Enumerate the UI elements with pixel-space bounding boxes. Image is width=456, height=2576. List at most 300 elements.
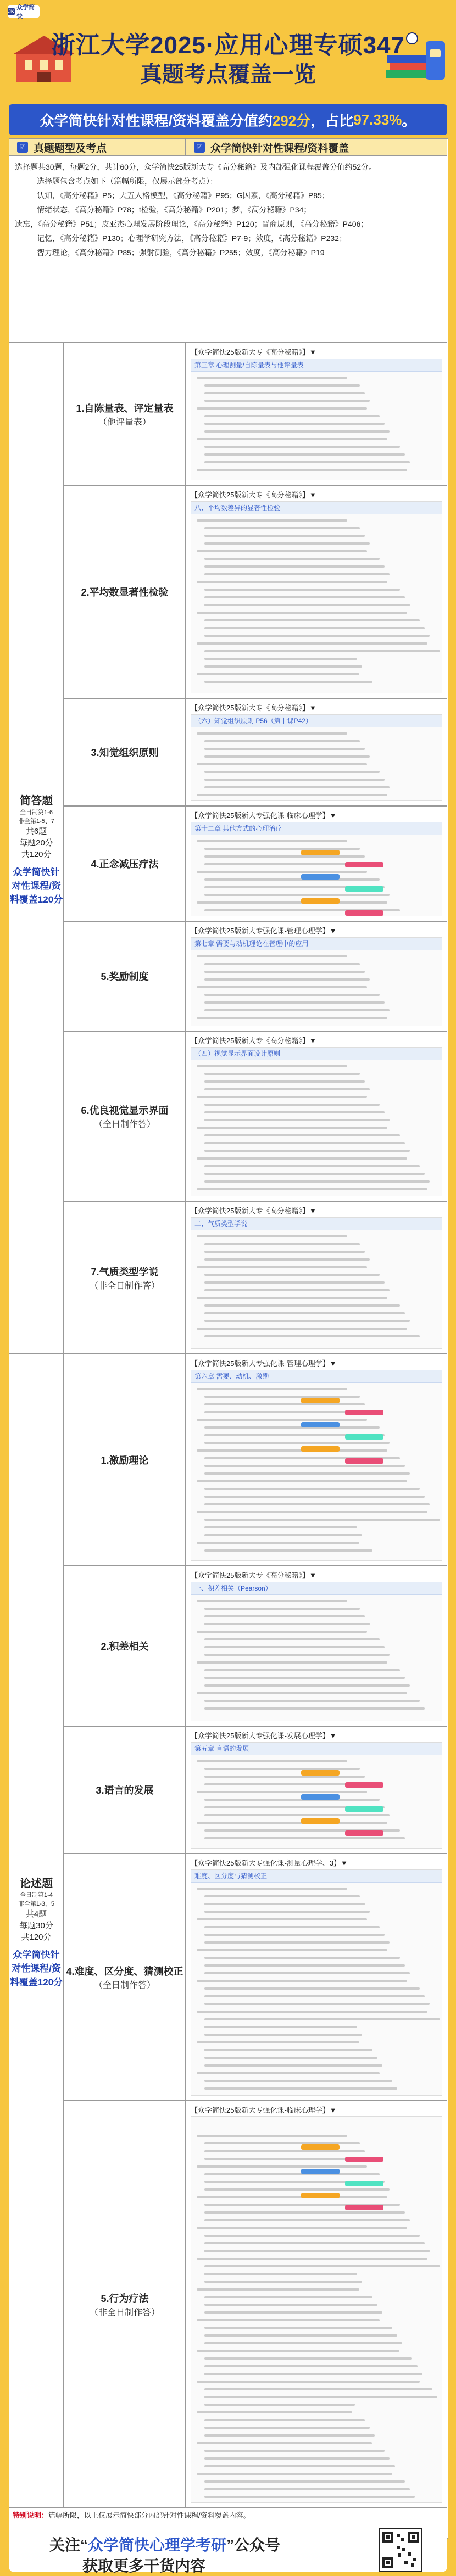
material-screenshot bbox=[191, 1047, 442, 1196]
category-note: 非全第1-3、5 bbox=[18, 1900, 55, 1907]
coverage-cell bbox=[186, 1726, 447, 1853]
text-line-placeholder bbox=[204, 978, 370, 981]
text-line-placeholder bbox=[204, 1274, 380, 1276]
text-line-placeholder bbox=[204, 1623, 370, 1625]
text-line-placeholder bbox=[197, 732, 347, 735]
coverage-source: 【众学简快25版新大专《高分秘籍》】▼ bbox=[191, 348, 316, 356]
text-line-placeholder bbox=[204, 779, 385, 781]
banner-suffix: 。 bbox=[402, 112, 416, 129]
coverage-source: 【众学简快25版新大专《高分秘籍》】▼ bbox=[191, 1207, 316, 1215]
text-line-placeholder bbox=[197, 763, 367, 765]
text-line-placeholder bbox=[204, 2404, 355, 2406]
text-line-placeholder bbox=[204, 1403, 365, 1405]
topic-name: 1.自陈量表、评定量表 bbox=[76, 402, 174, 414]
intro-line: 智力理论，《高分秘籍》P85；强射测验，《高分秘籍》P255；效度，《高分秘籍》P19 bbox=[37, 248, 325, 257]
text-line-placeholder bbox=[197, 1096, 367, 1098]
text-line-placeholder bbox=[204, 2388, 432, 2390]
text-line-placeholder bbox=[204, 1134, 400, 1136]
text-line-placeholder bbox=[204, 1496, 425, 1498]
material-heading: 第三章 心理测量/自陈量表与他评量表 bbox=[191, 359, 442, 372]
text-line-placeholder bbox=[204, 430, 390, 433]
text-line-placeholder bbox=[204, 2334, 397, 2337]
text-line-placeholder bbox=[204, 1995, 425, 1997]
text-line-placeholder bbox=[204, 1987, 420, 1990]
text-line-placeholder bbox=[197, 1661, 387, 1664]
text-line-placeholder bbox=[204, 771, 380, 773]
material-heading: 第七章 需要与动机理论在管理中的应用 bbox=[191, 938, 442, 950]
text-line-placeholder bbox=[197, 1157, 407, 1160]
text-line-placeholder bbox=[204, 1519, 440, 1521]
topic-name: 7.气质类型学说 bbox=[91, 1266, 159, 1278]
text-line-placeholder bbox=[197, 1480, 407, 1482]
text-line-placeholder bbox=[204, 1799, 380, 1801]
text-line-placeholder bbox=[204, 1926, 380, 1928]
coverage-cell bbox=[186, 806, 447, 921]
text-line-placeholder bbox=[204, 1001, 385, 1004]
text-line-placeholder bbox=[204, 1503, 430, 1505]
topic-title bbox=[64, 1726, 186, 1853]
text-line-placeholder bbox=[197, 519, 347, 522]
text-line-placeholder bbox=[204, 2457, 390, 2460]
material-heading: 第六章 需要、动机、激励 bbox=[191, 1370, 442, 1383]
text-line-placeholder bbox=[204, 1934, 385, 1936]
text-line-placeholder bbox=[197, 2258, 427, 2260]
text-line-placeholder bbox=[204, 1646, 385, 1648]
special-note bbox=[9, 2508, 447, 2522]
category-coverage: 众学简快针对性课程/资料覆盖120分 bbox=[9, 866, 63, 905]
text-line-placeholder bbox=[204, 2273, 357, 2275]
text-line-placeholder bbox=[197, 642, 427, 645]
text-line-placeholder bbox=[204, 1304, 400, 1307]
text-line-placeholder bbox=[197, 794, 387, 796]
text-line-placeholder bbox=[204, 1684, 410, 1687]
text-line-placeholder bbox=[197, 1631, 367, 1633]
topic-name: 2.积差相关 bbox=[101, 1641, 149, 1652]
table-header-col2 bbox=[186, 138, 447, 156]
text-line-placeholder bbox=[204, 2150, 365, 2152]
text-line-placeholder bbox=[197, 2411, 352, 2413]
mindmap-node bbox=[301, 898, 340, 904]
text-line-placeholder bbox=[204, 681, 372, 683]
text-line-placeholder bbox=[204, 2450, 385, 2452]
text-line-placeholder bbox=[204, 453, 405, 456]
text-line-placeholder bbox=[197, 1542, 359, 1544]
mindmap-node bbox=[301, 2144, 340, 2150]
text-line-placeholder bbox=[197, 2350, 399, 2352]
logo-icon: JK bbox=[8, 9, 15, 14]
text-line-placeholder bbox=[204, 1669, 400, 1671]
text-line-placeholder bbox=[204, 1911, 370, 1913]
coverage-cell bbox=[186, 1354, 447, 1566]
page-subtitle: 真题考点覆盖一览 bbox=[140, 63, 316, 87]
text-line-placeholder bbox=[204, 963, 360, 965]
text-line-placeholder bbox=[204, 619, 420, 621]
follow-suffix: ”公众号 bbox=[226, 2536, 281, 2553]
text-line-placeholder bbox=[204, 1549, 372, 1552]
material-screenshot bbox=[191, 359, 442, 480]
material-heading: （六）知觉组织原则 P56（第十课P42） bbox=[191, 715, 442, 727]
coverage-source: 【众学简快25版新大专《高分秘籍》】▼ bbox=[191, 1037, 316, 1045]
banner-mid: ，占比 bbox=[310, 112, 354, 129]
coverage-cell bbox=[186, 1566, 447, 1726]
material-heading: 第五章 言语的发展 bbox=[191, 1743, 442, 1755]
text-line-placeholder bbox=[197, 1822, 387, 1824]
text-line-placeholder bbox=[204, 1442, 390, 1444]
text-line-placeholder bbox=[204, 2281, 362, 2283]
table-header-col1 bbox=[9, 138, 186, 156]
text-line-placeholder bbox=[204, 2235, 420, 2237]
text-line-placeholder bbox=[197, 955, 347, 957]
text-line-placeholder bbox=[204, 755, 370, 758]
brand-logo bbox=[8, 5, 40, 18]
mindmap-node bbox=[345, 886, 383, 892]
col2-label: 众学简快针对性课程/资料覆盖 bbox=[210, 142, 349, 154]
topic-note: （全日制作答） bbox=[93, 1980, 155, 1990]
text-line-placeholder bbox=[204, 535, 365, 537]
text-line-placeholder bbox=[204, 1526, 357, 1528]
text-line-placeholder bbox=[204, 1009, 390, 1011]
text-line-placeholder bbox=[204, 2327, 392, 2329]
coverage-source: 【众学简快25版新大专强化课-管理心理学】▼ bbox=[191, 927, 337, 935]
text-line-placeholder bbox=[204, 2427, 370, 2429]
note-label: 特别说明： bbox=[13, 2511, 49, 2519]
coverage-cell bbox=[186, 485, 447, 698]
mindmap-node bbox=[301, 1770, 340, 1776]
category-short-answer bbox=[9, 343, 64, 1354]
material-screenshot bbox=[191, 1370, 442, 1561]
coverage-source: 【众学简快25版新大专强化课-管理心理学】▼ bbox=[191, 1359, 337, 1368]
text-line-placeholder bbox=[204, 1638, 380, 1640]
text-line-placeholder bbox=[204, 665, 362, 668]
topic-name: 5.奖励制度 bbox=[101, 971, 149, 982]
text-line-placeholder bbox=[197, 1918, 367, 1920]
text-line-placeholder bbox=[204, 1111, 385, 1113]
coverage-source: 【众学简快25版新大专强化课-临床心理学】▼ bbox=[191, 2106, 337, 2114]
mindmap-node bbox=[345, 2205, 383, 2210]
text-line-placeholder bbox=[197, 871, 367, 873]
topic-name: 4.正念减压疗法 bbox=[91, 859, 159, 870]
text-line-placeholder bbox=[204, 650, 440, 652]
text-line-placeholder bbox=[204, 971, 365, 973]
mindmap-node bbox=[345, 1410, 383, 1415]
topic-title bbox=[64, 921, 186, 1031]
note-text: 篇幅所限，以上仅展示简快部分内部针对性课程/资料覆盖内容。 bbox=[48, 2511, 251, 2519]
category-score: 每题20分 bbox=[19, 838, 53, 848]
text-line-placeholder bbox=[204, 2311, 382, 2314]
text-line-placeholder bbox=[204, 1142, 405, 1144]
text-line-placeholder bbox=[204, 1814, 390, 1816]
coverage-source: 【众学简快25版新大专《高分秘籍》】▼ bbox=[191, 491, 316, 499]
text-line-placeholder bbox=[204, 2034, 362, 2036]
intro-list-title: 选择题包含考点如下（篇幅所限，仅展示部分考点）： bbox=[37, 177, 218, 186]
checklist-icon: ☑ bbox=[17, 142, 28, 153]
material-screenshot bbox=[191, 937, 442, 1026]
topic-title bbox=[64, 1354, 186, 1566]
text-line-placeholder bbox=[204, 1104, 380, 1106]
text-line-placeholder bbox=[204, 994, 380, 996]
mindmap-node bbox=[301, 850, 340, 855]
text-line-placeholder bbox=[204, 2296, 372, 2298]
text-line-placeholder bbox=[197, 673, 359, 675]
mindmap-node bbox=[345, 1830, 383, 1836]
intro-line: 记忆，《高分秘籍》P130；心理学研究方法，《高分秘籍》P7-9；效度，《高分秘籍》P232； bbox=[37, 234, 347, 243]
mindmap-node bbox=[345, 2181, 383, 2186]
text-line-placeholder bbox=[204, 1289, 390, 1291]
text-line-placeholder bbox=[197, 550, 367, 552]
topic-name: 4.难度、区分度、猜测校正 bbox=[66, 1965, 183, 1977]
coverage-cell bbox=[186, 2101, 447, 2508]
text-line-placeholder bbox=[204, 748, 365, 750]
text-line-placeholder bbox=[204, 1608, 360, 1610]
text-line-placeholder bbox=[204, 1941, 390, 1944]
text-line-placeholder bbox=[197, 1888, 347, 1890]
text-line-placeholder bbox=[204, 2018, 440, 2020]
text-line-placeholder bbox=[197, 1235, 347, 1237]
text-line-placeholder bbox=[197, 1328, 407, 1330]
coverage-cell bbox=[186, 1201, 447, 1354]
text-line-placeholder bbox=[197, 612, 407, 614]
text-line-placeholder bbox=[197, 2319, 380, 2321]
mindmap-node bbox=[301, 1818, 340, 1824]
text-line-placeholder bbox=[204, 2026, 357, 2028]
text-line-placeholder bbox=[197, 1127, 387, 1129]
text-line-placeholder bbox=[197, 1188, 427, 1190]
mindmap-node bbox=[301, 1422, 340, 1427]
category-count: 共6题 bbox=[25, 826, 47, 836]
material-heading: 二、气质类型学说 bbox=[191, 1218, 442, 1230]
text-line-placeholder bbox=[197, 986, 367, 988]
text-line-placeholder bbox=[204, 2357, 412, 2360]
text-line-placeholder bbox=[204, 1488, 420, 1490]
text-line-placeholder bbox=[204, 878, 380, 881]
text-line-placeholder bbox=[204, 1180, 430, 1183]
text-line-placeholder bbox=[204, 2211, 405, 2214]
text-line-placeholder bbox=[204, 604, 410, 606]
material-screenshot bbox=[191, 501, 442, 693]
text-line-placeholder bbox=[204, 2064, 382, 2067]
text-line-placeholder bbox=[204, 1251, 365, 1253]
text-line-placeholder bbox=[204, 627, 425, 629]
topic-title bbox=[64, 2101, 186, 2508]
text-line-placeholder bbox=[204, 2396, 437, 2398]
text-line-placeholder bbox=[197, 1949, 387, 1951]
mindmap-node bbox=[345, 1782, 383, 1788]
text-line-placeholder bbox=[204, 1654, 390, 1656]
text-line-placeholder bbox=[204, 392, 365, 394]
topic-name: 3.知觉组织原则 bbox=[91, 747, 159, 758]
topic-name: 2.平均数显著性检验 bbox=[81, 587, 169, 598]
text-line-placeholder bbox=[204, 2365, 418, 2367]
topic-note: （非全日制作答） bbox=[89, 1281, 160, 1291]
coverage-cell bbox=[186, 1853, 447, 2101]
text-line-placeholder bbox=[204, 558, 380, 560]
coverage-cell bbox=[186, 921, 447, 1031]
text-line-placeholder bbox=[204, 542, 370, 545]
material-screenshot bbox=[191, 714, 442, 801]
topic-name: 6.优良视觉显示界面 bbox=[81, 1105, 169, 1116]
mindmap-node bbox=[345, 1806, 383, 1812]
text-line-placeholder bbox=[204, 894, 390, 896]
text-line-placeholder bbox=[197, 1692, 407, 1694]
text-line-placeholder bbox=[204, 1312, 405, 1314]
intro-summary: 选择题共30题，每题2分，共计60分，众学简快25版新大专《高分秘籍》及内部强化课程覆盖分值约52分。 bbox=[15, 163, 377, 171]
follow-prefix: 关注“ bbox=[49, 2536, 88, 2553]
topic-title bbox=[64, 1031, 186, 1201]
text-line-placeholder bbox=[197, 2011, 427, 2013]
topic-note: （他评量表） bbox=[98, 417, 151, 427]
text-line-placeholder bbox=[197, 1511, 427, 1513]
text-line-placeholder bbox=[204, 2265, 440, 2267]
topic-title bbox=[64, 698, 186, 806]
coverage-source: 【众学简快25版新大专强化课-临床心理学】▼ bbox=[191, 811, 337, 820]
category-total: 共120分 bbox=[21, 849, 52, 859]
text-line-placeholder bbox=[197, 2196, 387, 2198]
coverage-cell bbox=[186, 698, 447, 806]
text-line-placeholder bbox=[204, 573, 390, 575]
text-line-placeholder bbox=[204, 740, 360, 742]
text-line-placeholder bbox=[204, 1472, 410, 1475]
mindmap-node bbox=[301, 2169, 340, 2174]
text-line-placeholder bbox=[204, 2496, 415, 2498]
text-line-placeholder bbox=[197, 1980, 407, 1982]
category-note: 全日制第1-4 bbox=[20, 1891, 53, 1899]
mindmap-node bbox=[301, 874, 340, 880]
text-line-placeholder bbox=[204, 1837, 405, 1839]
text-line-placeholder bbox=[204, 786, 390, 788]
text-line-placeholder bbox=[197, 438, 387, 440]
text-line-placeholder bbox=[204, 1972, 410, 1974]
coverage-source: 【众学简快25版新大专强化课-发展心理学】▼ bbox=[191, 1732, 337, 1740]
text-line-placeholder bbox=[204, 1615, 365, 1617]
text-line-placeholder bbox=[204, 1088, 370, 1090]
text-line-placeholder bbox=[204, 2342, 402, 2344]
material-screenshot bbox=[191, 1742, 442, 1849]
text-line-placeholder bbox=[204, 2480, 405, 2483]
topic-name: 3.语言的发展 bbox=[96, 1785, 154, 1796]
text-line-placeholder bbox=[204, 2488, 410, 2490]
text-line-placeholder bbox=[204, 2219, 410, 2221]
text-line-placeholder bbox=[197, 407, 367, 410]
mindmap-node bbox=[345, 1434, 383, 1440]
text-line-placeholder bbox=[204, 1426, 380, 1429]
text-line-placeholder bbox=[197, 2165, 367, 2168]
category-score: 每题30分 bbox=[19, 1920, 53, 1930]
category-title: 论述题 bbox=[20, 1877, 53, 1890]
text-line-placeholder bbox=[204, 1320, 410, 1322]
text-line-placeholder bbox=[197, 1449, 387, 1452]
coverage-cell bbox=[186, 343, 447, 485]
banner-score: 292分 bbox=[272, 112, 311, 129]
material-heading: 一、积差相关（Pearson） bbox=[191, 1582, 442, 1595]
text-line-placeholder bbox=[204, 2419, 365, 2421]
checklist-icon: ☑ bbox=[194, 142, 205, 153]
follow-line-2: 获取更多干货内容 bbox=[82, 2557, 206, 2574]
topic-note: （非全日制作答） bbox=[89, 2308, 160, 2317]
text-line-placeholder bbox=[204, 596, 405, 598]
text-line-placeholder bbox=[204, 1776, 365, 1778]
multiple-choice-intro bbox=[9, 156, 447, 343]
category-total: 共120分 bbox=[21, 1932, 52, 1942]
category-coverage: 众学简快针对性课程/资料覆盖120分 bbox=[9, 1949, 63, 1987]
text-line-placeholder bbox=[197, 840, 347, 842]
mindmap-node bbox=[345, 1458, 383, 1464]
text-line-placeholder bbox=[197, 2135, 347, 2137]
text-line-placeholder bbox=[197, 1017, 387, 1019]
topic-title bbox=[64, 1201, 186, 1354]
text-line-placeholder bbox=[204, 423, 385, 425]
mindmap-node bbox=[301, 1794, 340, 1800]
text-line-placeholder bbox=[197, 2288, 359, 2291]
text-line-placeholder bbox=[204, 2188, 390, 2191]
mindmap-node bbox=[301, 1446, 340, 1452]
text-line-placeholder bbox=[197, 1791, 367, 1793]
text-line-placeholder bbox=[197, 469, 407, 471]
topic-name: 1.激励理论 bbox=[101, 1455, 149, 1466]
coverage-source: 【众学简快25版新大专《高分秘籍》】▼ bbox=[191, 704, 316, 712]
text-line-placeholder bbox=[204, 1465, 405, 1467]
text-line-placeholder bbox=[204, 1281, 385, 1284]
coverage-cell bbox=[186, 1031, 447, 1201]
text-line-placeholder bbox=[204, 2242, 425, 2244]
mindmap-node bbox=[345, 910, 383, 916]
text-line-placeholder bbox=[204, 446, 400, 448]
intro-line: 遗忘，《高分秘籍》P51；皮亚杰心理发展阶段理论，《高分秘籍》P120；晋商原则，《高分秘籍》P406； bbox=[15, 220, 369, 228]
material-screenshot bbox=[191, 1869, 442, 2096]
text-line-placeholder bbox=[197, 1297, 387, 1299]
text-line-placeholder bbox=[204, 2250, 430, 2252]
text-line-placeholder bbox=[204, 1700, 420, 1702]
text-line-placeholder bbox=[197, 2473, 392, 2475]
text-line-placeholder bbox=[204, 1534, 362, 1536]
col1-label: 真题题型及考点 bbox=[34, 142, 107, 154]
text-line-placeholder bbox=[204, 2173, 380, 2175]
material-screenshot bbox=[191, 2116, 442, 2503]
material-screenshot bbox=[191, 1217, 442, 1349]
material-heading: 八、平均数差异的显著性检验 bbox=[191, 502, 442, 514]
topic-note: （全日制作答） bbox=[93, 1119, 155, 1129]
text-line-placeholder bbox=[204, 415, 380, 417]
text-line-placeholder bbox=[204, 2434, 375, 2437]
text-line-placeholder bbox=[204, 1964, 405, 1967]
logo-text: 众学简快 bbox=[16, 4, 35, 20]
topic-title bbox=[64, 806, 186, 921]
mindmap-node bbox=[345, 862, 383, 867]
text-line-placeholder bbox=[197, 581, 387, 583]
topic-title bbox=[64, 1566, 186, 1726]
mindmap-node bbox=[345, 2157, 383, 2162]
text-line-placeholder bbox=[197, 1065, 347, 1067]
intro-line: 情绪状态，《高分秘籍》P78；t检验，《高分秘籍》P201；梦，《高分秘籍》P34； bbox=[37, 205, 312, 214]
qr-code-icon[interactable] bbox=[379, 2528, 422, 2572]
coverage-source: 【众学简快25版新大专《高分秘籍》】▼ bbox=[191, 1571, 316, 1580]
text-line-placeholder bbox=[204, 658, 357, 660]
text-line-placeholder bbox=[204, 2304, 377, 2306]
text-line-placeholder bbox=[204, 1243, 360, 1245]
topic-title bbox=[64, 343, 186, 485]
category-note: 非全第1-5、7 bbox=[18, 817, 55, 825]
text-line-placeholder bbox=[204, 2080, 392, 2082]
text-line-placeholder bbox=[197, 2227, 407, 2229]
mindmap-node bbox=[301, 2193, 340, 2198]
text-line-placeholder bbox=[204, 527, 360, 529]
text-line-placeholder bbox=[204, 1150, 410, 1152]
text-line-placeholder bbox=[204, 855, 365, 858]
text-line-placeholder bbox=[204, 2049, 372, 2051]
text-line-placeholder bbox=[197, 2442, 372, 2444]
category-count: 共4题 bbox=[25, 1909, 47, 1919]
account-name: 众学简快心理学考研 bbox=[88, 2536, 227, 2553]
text-line-placeholder bbox=[204, 1165, 420, 1167]
